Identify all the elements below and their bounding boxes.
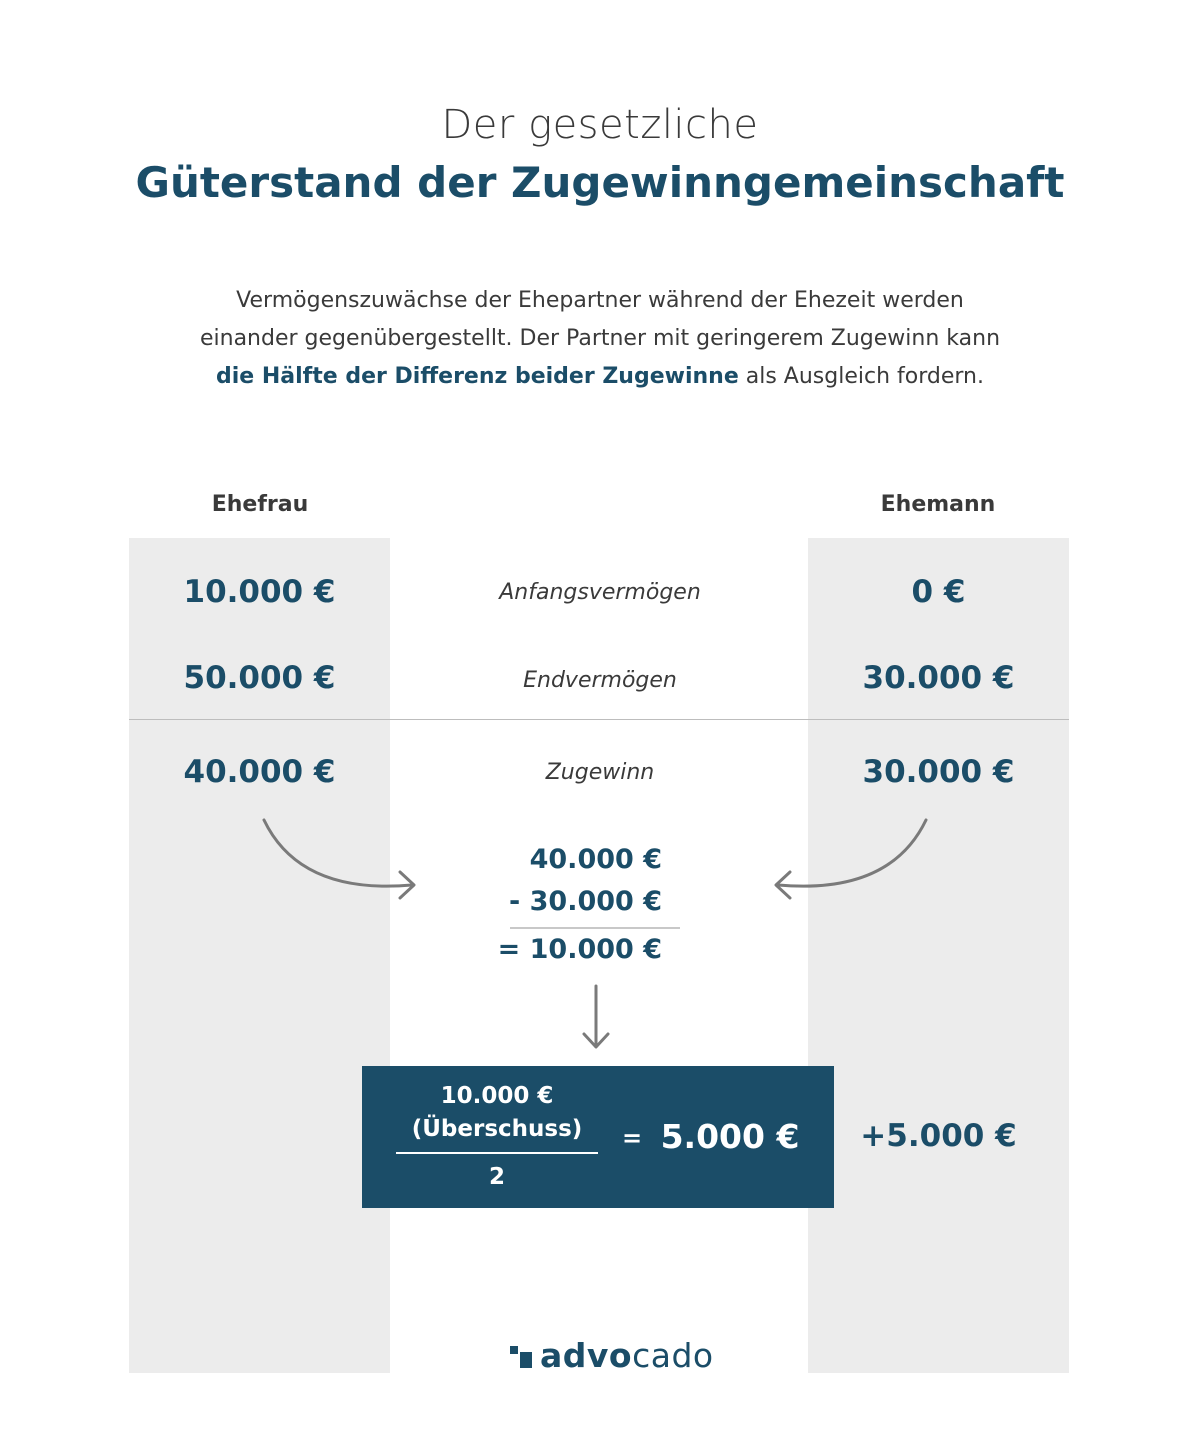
logo-text-bold: advo xyxy=(540,1336,633,1375)
row-label-initial-assets: Anfangsvermögen xyxy=(499,580,701,605)
row-label-final-assets: Endvermögen xyxy=(523,668,677,693)
intro-rest: als Ausgleich fordern. xyxy=(738,364,984,389)
husband-initial-assets: 0 € xyxy=(911,574,966,610)
fraction-numerator-label: (Überschuss) xyxy=(411,1116,583,1142)
calc-minuend: 40.000 € xyxy=(529,844,662,875)
column-heading-wife: Ehefrau xyxy=(211,492,309,517)
result-value: 5.000 € xyxy=(660,1117,800,1156)
advocado-logo-text xyxy=(540,1336,714,1375)
page-title: Güterstand der Zugewinngemeinschaft xyxy=(135,158,1065,207)
intro-line-1: Vermögenszuwächse der Ehepartner während der Ehezeit werden xyxy=(236,288,964,313)
calc-difference: = 10.000 € xyxy=(497,934,662,965)
intro-highlight: die Hälfte der Differenz beider Zugewinne xyxy=(216,364,739,389)
right-curved-arrow-icon xyxy=(778,820,926,886)
wife-final-assets: 50.000 € xyxy=(183,660,336,696)
wife-gain: 40.000 € xyxy=(183,754,336,790)
wife-initial-assets: 10.000 € xyxy=(183,574,336,610)
equals-sign: = xyxy=(621,1124,643,1152)
left-curved-arrow-icon xyxy=(264,820,412,886)
calc-line xyxy=(510,927,680,929)
fraction-line xyxy=(396,1152,598,1154)
husband-compensation: +5.000 € xyxy=(860,1118,1017,1154)
calc-subtrahend: - 30.000 € xyxy=(509,886,662,917)
column-heading-husband: Ehemann xyxy=(880,492,996,517)
advocado-logo-icon xyxy=(510,1346,534,1386)
title-line-1: Der gesetzliche xyxy=(441,102,759,148)
fraction-denominator: 2 xyxy=(488,1164,505,1190)
husband-gain: 30.000 € xyxy=(862,754,1015,790)
fraction-numerator-value: 10.000 € xyxy=(440,1083,554,1109)
row-label-gain: Zugewinn xyxy=(545,760,655,785)
husband-final-assets: 30.000 € xyxy=(862,660,1015,696)
intro-line-2: einander gegenübergestellt. Der Partner mit geringerem Zugewinn kann xyxy=(199,326,1001,351)
logo-text-light: cado xyxy=(632,1336,714,1375)
